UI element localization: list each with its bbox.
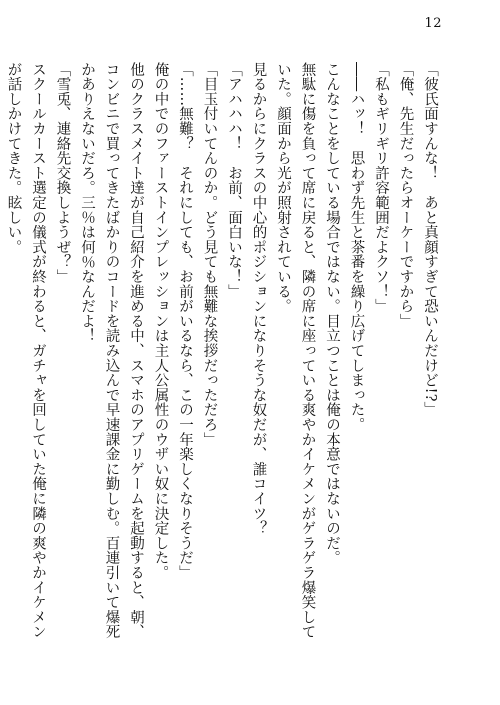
text-line: かありえないだろ。三％は何％なんだよ！	[79, 62, 95, 344]
text-line: いた。顔面から光が照射されている。	[275, 62, 291, 314]
text-line: こんなことをしている場合ではない。目立つことは俺の本意ではないのだ。	[324, 62, 340, 566]
text-line: 見るからにクラスの中心的ポジションになりそうな奴だが、誰コイツ？	[250, 62, 267, 536]
text-line: 俺の中でのファーストインプレッションは主人公属性のウザい奴に決定した。	[152, 62, 169, 580]
text-line: 「彼氏面すんな！ あと真顔すぎて恐いんだけど!?」	[422, 62, 438, 417]
text-line: コンビニで買ってきたばかりのコードを読み込んで早速課金に勤しむ。百連引いて爆死	[103, 62, 120, 640]
text-line: が話しかけてきた。眩しい。	[5, 62, 22, 255]
text-line: ――ハッ！ 思わず先生と茶番を繰り広げてしまった。	[348, 62, 365, 432]
text-line: 無駄に傷を負って席に戻ると、隣の席に座っている爽やかイケメンがゲラゲラ爆笑して	[299, 62, 316, 640]
text-line: 「雪兎、連絡先交換しようぜ？」	[54, 62, 71, 284]
page-number: 12	[424, 16, 442, 31]
text-line: 「目玉付いてんのか。どう見ても無難な挨拶だっただろ」	[201, 62, 218, 447]
text-line: 「私もギリギリ許容範囲だよクソ！」	[373, 62, 389, 314]
text-line: 「……無難？ それにしても、お前がいるなら、この一年楽しくなりそうだ」	[177, 62, 193, 580]
text-line: 他のクラスメイト達が自己紹介を進める中、スマホのアプリゲームを起動すると、朝、	[128, 62, 144, 640]
text-line: 「俺、先生だったらオーケーですから」	[397, 62, 414, 329]
text-line: 「アハハハ！ お前、面白いな！」	[226, 62, 242, 299]
text-line: スクールカースト選定の儀式が終わると、ガチャを回していた俺に隣の爽やかイケメン	[30, 62, 46, 640]
novel-body-text	[5, 62, 442, 662]
